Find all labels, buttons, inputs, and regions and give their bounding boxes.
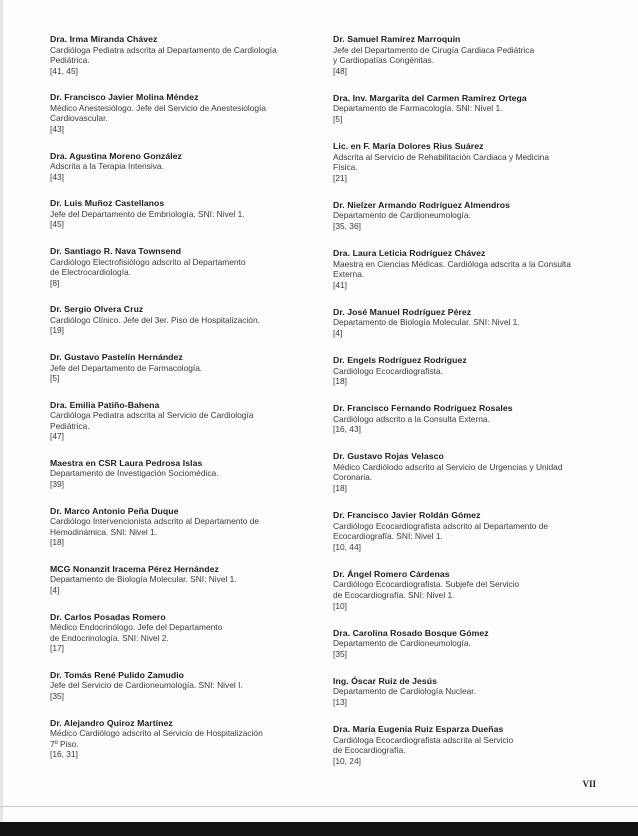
- contributor-entry: [50, 92, 318, 135]
- contributor-description-line: Cardiólogo Clínico. Jefe del 3er. Piso de Hospitalización.: [50, 314, 260, 325]
- contributor-entry: [333, 628, 601, 660]
- contributor-references: [43]: [50, 124, 64, 135]
- contributor-name: Dr. Alejandro Quiroz Martínez: [50, 717, 173, 728]
- contributor-references: [10, 24]: [333, 755, 361, 766]
- contributor-name: Dr. Gustavo Rojas Velasco: [333, 451, 444, 462]
- contributor-references: [48]: [333, 65, 347, 76]
- contributor-references: [5]: [333, 113, 343, 124]
- contributor-references: [18]: [333, 376, 347, 387]
- contributor-description-line: Coronaria.: [333, 472, 373, 483]
- contributor-entry: [50, 304, 318, 336]
- contributor-description-line: Cardiólogo Electrofisiólogo adscrito al Departamento: [50, 256, 246, 267]
- contributor-references: [18]: [50, 537, 64, 548]
- contributor-name: Dr. Sergio Olvera Cruz: [50, 304, 144, 315]
- contributor-description-line: Jefe del Servicio de Cardioneumología. SNI: Nivel I.: [50, 680, 243, 691]
- contributor-description-line: Médico Anestesiólogo. Jefe del Servicio de Anestesiología: [50, 102, 267, 113]
- contributor-name: Dra. Laura Leticia Rodríguez Chávez: [333, 247, 486, 258]
- contributor-name: Dr. Tomás René Pulido Zamudio: [50, 669, 185, 680]
- contributor-description-line: Adscrita a la Terapia Intensiva.: [50, 161, 164, 172]
- contributor-name: Dr. Gustavo Pastelín Hernández: [50, 351, 183, 362]
- contributor-entry: [333, 676, 601, 708]
- contributor-name: Dr. Engels Rodríguez Rodríguez: [333, 354, 467, 365]
- contributor-description-line: Departamento de Cardioneumología.: [333, 638, 471, 649]
- contributor-description-line: Maestra en Ciencias Médicas. Cardióloga adscrita a la Consulta: [333, 258, 571, 269]
- contributor-references: [4]: [50, 585, 60, 596]
- contributor-description-line: Departamento de Investigación Sociomédica.: [50, 468, 219, 479]
- contributor-description-line: Hemodinámica. SNI: Nivel 1.: [50, 526, 158, 537]
- contributor-references: [16, 31]: [50, 749, 78, 760]
- contributor-references: [21]: [333, 172, 347, 183]
- contributor-entry: [333, 724, 601, 767]
- contributor-references: [17]: [50, 643, 64, 654]
- contributor-name: Dr. Carlos Posadas Romero: [50, 611, 166, 622]
- contributor-description-line: Cardióloga Ecocardiografista adscrita al Servicio: [333, 734, 514, 745]
- contributor-description-line: de Ecocardiografía. SNI: Nivel 1.: [333, 590, 455, 601]
- contributor-name: MCG Nonanzit Iracema Pérez Hernández: [50, 563, 219, 574]
- contributor-entry: [50, 564, 318, 596]
- page-number: VII: [582, 779, 596, 789]
- contributor-references: [35, 36]: [333, 220, 361, 231]
- contributor-name: Dr. Santiago R. Nava Townsend: [50, 245, 182, 256]
- contributor-entry: [333, 451, 601, 494]
- contributor-references: [39]: [50, 479, 64, 490]
- contributor-entry: [50, 670, 318, 702]
- contributor-entry: [50, 246, 318, 289]
- contributor-entry: [333, 248, 601, 291]
- contributor-entry: [333, 403, 601, 435]
- contributor-description-line: Jefe del Departamento de Farmacología.: [50, 362, 203, 373]
- contributor-references: [13]: [333, 697, 347, 707]
- contributor-name: Dr. Marco Antonio Peña Duque: [50, 505, 179, 516]
- contributor-name: Dr. Nielzer Armando Rodríguez Almendros: [333, 199, 511, 210]
- contributor-references: [19]: [50, 325, 64, 336]
- contributor-name: Dr. Francisco Javier Roldán Gómez: [333, 510, 481, 521]
- contributor-entry: [333, 93, 601, 125]
- contributor-entry: [50, 612, 318, 655]
- contributor-references: [35]: [333, 648, 347, 659]
- contributor-description-line: Externa.: [333, 269, 365, 280]
- contributor-description-line: Departamento de Farmacología. SNI: Nivel 1.: [333, 103, 503, 114]
- contributor-entry: [50, 506, 318, 549]
- page-edge-shadow: [0, 0, 3, 836]
- contributor-name: Dr. Francisco Fernando Rodríguez Rosales: [333, 403, 513, 414]
- contributor-entry: [333, 355, 601, 387]
- contributor-name: Ing. Óscar Ruiz de Jesús: [333, 675, 438, 686]
- contributor-entry: [50, 400, 318, 443]
- contributor-description-line: 7º Piso.: [50, 738, 79, 749]
- contributor-name: Dra. María Eugenia Ruiz Esparza Dueñas: [333, 724, 504, 734]
- contributor-description-line: Departamento de Biología Molecular. SNI: Nivel 1.: [333, 317, 520, 328]
- contributor-description-line: Cardióloga Pediatra adscrita al Servicio de Cardiología: [50, 410, 254, 421]
- contributor-references: [41]: [333, 279, 347, 290]
- contributor-description-line: y Cardiopatías Congénitas.: [333, 55, 435, 66]
- bottom-scan-band: [0, 822, 638, 836]
- contributor-name: Lic. en F. María Dolores Rius Suárez: [333, 140, 484, 151]
- contributor-entry: [50, 198, 318, 230]
- contributor-entry: [333, 141, 601, 184]
- contributor-references: [45]: [50, 219, 64, 230]
- contributor-description-line: Cardiólogo Ecocardiografista adscrito al Departamento de: [333, 520, 549, 531]
- contributor-entry: [50, 34, 318, 77]
- contributor-description-line: Física.: [333, 162, 358, 173]
- contributor-description-line: de Ecocardiografía.: [333, 745, 406, 756]
- contributor-entry: [333, 200, 601, 232]
- right-column: [333, 34, 601, 783]
- contributor-references: [43]: [50, 171, 64, 182]
- contributor-description-line: Cardiólogo Ecocardiografista. Subjefe del Servicio: [333, 579, 520, 590]
- contributor-references: [10]: [333, 600, 347, 611]
- contributor-entry: [333, 569, 601, 612]
- contributor-entry: [50, 718, 318, 761]
- contributor-description-line: Ecocardiografía. SNI: Nivel 1.: [333, 531, 443, 542]
- contributor-description-line: de Endocrinología. SNI: Nivel 2.: [50, 632, 169, 643]
- contributor-description-line: Departamento de Biología Molecular. SNI: Nivel 1.: [50, 574, 237, 585]
- contributor-description-line: Médico Endocrinólogo. Jefe del Departamento: [50, 622, 223, 633]
- contributor-description-line: Jefe del Departamento de Embriología. SNI: Nivel 1.: [50, 208, 245, 219]
- bottom-divider: [0, 806, 638, 807]
- contributor-entry: [333, 34, 601, 77]
- contributor-name: Dr. Francisco Javier Molina Méndez: [50, 92, 199, 103]
- contributor-entry: [50, 458, 318, 490]
- contributor-entry: [50, 151, 318, 183]
- contributor-description-line: Cardiovascular.: [50, 113, 108, 124]
- contributor-description-line: de Electrocardiología.: [50, 267, 132, 278]
- contributor-references: [16, 43]: [333, 424, 361, 435]
- contributor-references: [8]: [50, 277, 60, 288]
- contributor-description-line: Adscrita al Servicio de Rehabilitación Cardiaca y Medicina: [333, 151, 549, 162]
- contributor-name: Dr. Luis Muñoz Castellanos: [50, 198, 165, 209]
- contributor-references: [41, 45]: [50, 65, 78, 76]
- contributor-references: [18]: [333, 483, 347, 494]
- contributor-references: [4]: [333, 327, 343, 338]
- contributor-references: [10, 44]: [333, 541, 361, 552]
- contributor-entry: [333, 307, 601, 339]
- contributor-name: Dr. Samuel Ramírez Marroquín: [333, 34, 461, 44]
- contributor-description-line: Médico Cardiólodo adscrito al Servicio de Urgencias y Unidad: [333, 461, 563, 472]
- contributor-name: Dra. Carolina Rosado Bosque Gómez: [333, 627, 489, 638]
- contributor-name: Dra. Irma Miranda Chávez: [50, 34, 158, 44]
- contributor-name: Dr. Ángel Romero Cárdenas: [333, 568, 450, 579]
- contributor-entry: [333, 510, 601, 553]
- contributor-entry: [50, 352, 318, 384]
- contributor-name: Dra. Emilia Patiño-Bahena: [50, 399, 160, 410]
- contributor-description-line: Pediátrica.: [50, 55, 90, 66]
- contributor-description-line: Jefe del Departamento de Cirugía Cardiaca Pediátrica: [333, 44, 535, 55]
- contributor-description-line: Cardiólogo Intervencionista adscrito al Departamento de: [50, 516, 260, 527]
- contributor-name: Dra. Inv. Margarita del Carmen Ramírez Ortega: [333, 92, 527, 103]
- contributor-references: [5]: [50, 373, 60, 384]
- contributor-description-line: Médico Cardiólogo adscrito al Servicio de Hospitalización: [50, 728, 263, 739]
- left-column: [50, 34, 318, 776]
- contributor-description-line: Departamento de Cardioneumología.: [333, 210, 471, 221]
- contributor-references: [35]: [50, 691, 64, 701]
- contributor-description-line: Cardióloga Pediatra adscrita al Departamento de Cardiología: [50, 44, 277, 55]
- contributor-name: Maestra en CSR Laura Pedrosa Islas: [50, 457, 203, 468]
- contributor-name: Dr. José Manuel Rodríguez Pérez: [333, 306, 472, 317]
- contributor-references: [47]: [50, 431, 64, 442]
- contributor-description-line: Pediátrica.: [50, 420, 90, 431]
- contributor-description-line: Departamento de Cardiología Nuclear.: [333, 686, 476, 697]
- contributor-name: Dra. Agustina Moreno González: [50, 150, 182, 161]
- contributor-description-line: Cardiólogo adscrito a la Consulta Externa.: [333, 413, 490, 424]
- contributor-description-line: Cardiólogo Ecocardiografista.: [333, 365, 443, 376]
